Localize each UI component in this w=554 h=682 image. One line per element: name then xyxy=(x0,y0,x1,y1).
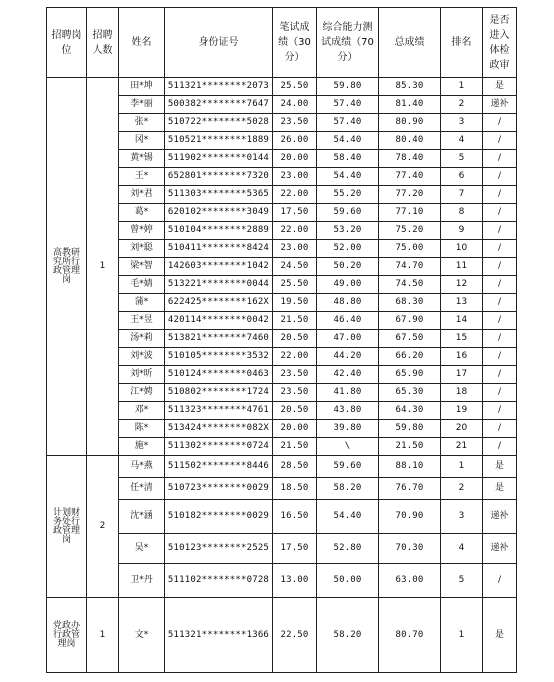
rank-cell: 6 xyxy=(441,168,483,186)
rank-cell: 20 xyxy=(441,420,483,438)
result-cell: / xyxy=(483,168,517,186)
written-score-cell: 28.50 xyxy=(273,456,317,478)
ability-score-cell: 58.20 xyxy=(317,598,379,673)
ability-score-cell: 53.20 xyxy=(317,222,379,240)
ability-score-cell: 44.20 xyxy=(317,348,379,366)
id-cell: 510104********2889 xyxy=(165,222,273,240)
result-cell: / xyxy=(483,294,517,312)
name-cell: 田*坤 xyxy=(119,78,165,96)
name-cell: 曾*婷 xyxy=(119,222,165,240)
id-cell: 511323********4761 xyxy=(165,402,273,420)
result-cell: 递补 xyxy=(483,500,517,534)
result-cell: / xyxy=(483,204,517,222)
header-post: 招聘岗位 xyxy=(47,8,87,78)
result-cell: / xyxy=(483,348,517,366)
result-cell: / xyxy=(483,330,517,348)
id-cell: 511303********5365 xyxy=(165,186,273,204)
rank-cell: 5 xyxy=(441,564,483,598)
id-cell: 511321********1366 xyxy=(165,598,273,673)
header-result: 是否进入体检政审 xyxy=(483,8,517,78)
id-cell: 511302********0724 xyxy=(165,438,273,456)
ability-score-cell: 50.00 xyxy=(317,564,379,598)
rank-cell: 21 xyxy=(441,438,483,456)
name-cell: 冈* xyxy=(119,132,165,150)
ability-score-cell: 52.00 xyxy=(317,240,379,258)
total-score-cell: 80.70 xyxy=(379,598,441,673)
ability-score-cell: 58.20 xyxy=(317,478,379,500)
name-cell: 文* xyxy=(119,598,165,673)
written-score-cell: 13.00 xyxy=(273,564,317,598)
written-score-cell: 22.50 xyxy=(273,598,317,673)
total-score-cell: 78.40 xyxy=(379,150,441,168)
id-cell: 511321********2073 xyxy=(165,78,273,96)
total-score-cell: 67.50 xyxy=(379,330,441,348)
rank-cell: 18 xyxy=(441,384,483,402)
id-cell: 510722********5028 xyxy=(165,114,273,132)
rank-cell: 10 xyxy=(441,240,483,258)
rank-cell: 14 xyxy=(441,312,483,330)
header-ability: 综合能力测试成绩（70分） xyxy=(317,8,379,78)
header-total: 总成绩 xyxy=(379,8,441,78)
id-cell: 511102********0728 xyxy=(165,564,273,598)
header-id: 身份证号 xyxy=(165,8,273,78)
total-score-cell: 75.00 xyxy=(379,240,441,258)
id-cell: 511502********8446 xyxy=(165,456,273,478)
id-cell: 510411********8424 xyxy=(165,240,273,258)
id-cell: 420114********0042 xyxy=(165,312,273,330)
rank-cell: 12 xyxy=(441,276,483,294)
post-cell: 党政办行政管理岗 xyxy=(47,598,87,673)
ability-score-cell: 54.40 xyxy=(317,500,379,534)
id-cell: 622425********162X xyxy=(165,294,273,312)
ability-score-cell: 59.60 xyxy=(317,204,379,222)
header-name: 姓名 xyxy=(119,8,165,78)
ability-score-cell: 47.00 xyxy=(317,330,379,348)
id-cell: 142603********1042 xyxy=(165,258,273,276)
written-score-cell: 23.50 xyxy=(273,366,317,384)
result-cell: / xyxy=(483,312,517,330)
name-cell: 刘*君 xyxy=(119,186,165,204)
written-score-cell: 26.00 xyxy=(273,132,317,150)
result-cell: / xyxy=(483,420,517,438)
rank-cell: 9 xyxy=(441,222,483,240)
ability-score-cell: 57.40 xyxy=(317,96,379,114)
name-cell: 任*清 xyxy=(119,478,165,500)
written-score-cell: 22.00 xyxy=(273,222,317,240)
written-score-cell: 24.50 xyxy=(273,258,317,276)
name-cell: 梁*智 xyxy=(119,258,165,276)
name-cell: 黄*锡 xyxy=(119,150,165,168)
total-score-cell: 63.00 xyxy=(379,564,441,598)
name-cell: 江*娉 xyxy=(119,384,165,402)
count-cell: 1 xyxy=(87,78,119,456)
written-score-cell: 17.50 xyxy=(273,534,317,564)
count-cell: 1 xyxy=(87,598,119,673)
ability-score-cell: 52.80 xyxy=(317,534,379,564)
rank-cell: 2 xyxy=(441,96,483,114)
written-score-cell: 23.00 xyxy=(273,168,317,186)
post-cell: 高教研究所行政管理岗 xyxy=(47,78,87,456)
name-cell: 汤*莉 xyxy=(119,330,165,348)
header-count: 招聘人数 xyxy=(87,8,119,78)
name-cell: 刘*波 xyxy=(119,348,165,366)
id-cell: 511902********0144 xyxy=(165,150,273,168)
table-row xyxy=(47,598,517,673)
ability-score-cell: 54.40 xyxy=(317,168,379,186)
id-cell: 510123********2525 xyxy=(165,534,273,564)
ability-score-cell: 49.00 xyxy=(317,276,379,294)
total-score-cell: 85.30 xyxy=(379,78,441,96)
written-score-cell: 23.50 xyxy=(273,114,317,132)
total-score-cell: 74.50 xyxy=(379,276,441,294)
header-written: 笔试成绩（30分） xyxy=(273,8,317,78)
total-score-cell: 66.20 xyxy=(379,348,441,366)
name-cell: 卫*丹 xyxy=(119,564,165,598)
result-cell: / xyxy=(483,384,517,402)
result-cell: / xyxy=(483,564,517,598)
written-score-cell: 20.50 xyxy=(273,402,317,420)
rank-cell: 15 xyxy=(441,330,483,348)
name-cell: 邓* xyxy=(119,402,165,420)
id-cell: 510124********0463 xyxy=(165,366,273,384)
name-cell: 王* xyxy=(119,168,165,186)
rank-cell: 1 xyxy=(441,598,483,673)
result-cell: 递补 xyxy=(483,534,517,564)
result-cell: / xyxy=(483,438,517,456)
table-row xyxy=(47,78,517,96)
id-cell: 513821********7460 xyxy=(165,330,273,348)
result-cell: 是 xyxy=(483,78,517,96)
result-cell: / xyxy=(483,402,517,420)
rank-cell: 7 xyxy=(441,186,483,204)
result-cell: 是 xyxy=(483,456,517,478)
rank-cell: 3 xyxy=(441,500,483,534)
rank-cell: 3 xyxy=(441,114,483,132)
written-score-cell: 25.50 xyxy=(273,78,317,96)
ability-score-cell: 42.40 xyxy=(317,366,379,384)
total-score-cell: 68.30 xyxy=(379,294,441,312)
name-cell: 刘*昕 xyxy=(119,366,165,384)
total-score-cell: 59.80 xyxy=(379,420,441,438)
rank-cell: 2 xyxy=(441,478,483,500)
name-cell: 刘*聪 xyxy=(119,240,165,258)
written-score-cell: 20.50 xyxy=(273,330,317,348)
id-cell: 513424********082X xyxy=(165,420,273,438)
name-cell: 毛*婧 xyxy=(119,276,165,294)
rank-cell: 19 xyxy=(441,402,483,420)
written-score-cell: 22.00 xyxy=(273,348,317,366)
written-score-cell: 20.00 xyxy=(273,150,317,168)
written-score-cell: 23.00 xyxy=(273,240,317,258)
result-cell: 是 xyxy=(483,478,517,500)
result-cell: / xyxy=(483,132,517,150)
rank-cell: 1 xyxy=(441,456,483,478)
result-cell: / xyxy=(483,150,517,168)
written-score-cell: 21.50 xyxy=(273,438,317,456)
ability-score-cell: 43.80 xyxy=(317,402,379,420)
written-score-cell: 19.50 xyxy=(273,294,317,312)
ability-score-cell: 48.80 xyxy=(317,294,379,312)
name-cell: 张* xyxy=(119,114,165,132)
id-cell: 510802********1724 xyxy=(165,384,273,402)
rank-cell: 11 xyxy=(441,258,483,276)
results-table xyxy=(46,7,517,673)
id-cell: 510105********3532 xyxy=(165,348,273,366)
total-score-cell: 67.90 xyxy=(379,312,441,330)
name-cell: 吴* xyxy=(119,534,165,564)
name-cell: 陈* xyxy=(119,420,165,438)
name-cell: 葛* xyxy=(119,204,165,222)
written-score-cell: 17.50 xyxy=(273,204,317,222)
ability-score-cell: \ xyxy=(317,438,379,456)
name-cell: 李*丽 xyxy=(119,96,165,114)
rank-cell: 1 xyxy=(441,78,483,96)
id-cell: 510723********0029 xyxy=(165,478,273,500)
ability-score-cell: 41.80 xyxy=(317,384,379,402)
result-cell: / xyxy=(483,186,517,204)
id-cell: 652801********7320 xyxy=(165,168,273,186)
total-score-cell: 77.40 xyxy=(379,168,441,186)
name-cell: 施* xyxy=(119,438,165,456)
result-cell: / xyxy=(483,240,517,258)
ability-score-cell: 46.40 xyxy=(317,312,379,330)
rank-cell: 5 xyxy=(441,150,483,168)
total-score-cell: 77.10 xyxy=(379,204,441,222)
result-cell: / xyxy=(483,114,517,132)
id-cell: 620102********3049 xyxy=(165,204,273,222)
rank-cell: 13 xyxy=(441,294,483,312)
header-rank: 排名 xyxy=(441,8,483,78)
rank-cell: 17 xyxy=(441,366,483,384)
rank-cell: 8 xyxy=(441,204,483,222)
result-cell: / xyxy=(483,222,517,240)
written-score-cell: 16.50 xyxy=(273,500,317,534)
total-score-cell: 77.20 xyxy=(379,186,441,204)
total-score-cell: 70.90 xyxy=(379,500,441,534)
total-score-cell: 65.90 xyxy=(379,366,441,384)
total-score-cell: 21.50 xyxy=(379,438,441,456)
result-cell: 递补 xyxy=(483,96,517,114)
written-score-cell: 18.50 xyxy=(273,478,317,500)
total-score-cell: 81.40 xyxy=(379,96,441,114)
total-score-cell: 74.70 xyxy=(379,258,441,276)
ability-score-cell: 54.40 xyxy=(317,132,379,150)
total-score-cell: 80.90 xyxy=(379,114,441,132)
written-score-cell: 22.00 xyxy=(273,186,317,204)
rank-cell: 16 xyxy=(441,348,483,366)
table-body xyxy=(47,78,517,673)
ability-score-cell: 59.80 xyxy=(317,78,379,96)
id-cell: 510182********0029 xyxy=(165,500,273,534)
id-cell: 510521********1889 xyxy=(165,132,273,150)
written-score-cell: 21.50 xyxy=(273,312,317,330)
total-score-cell: 75.20 xyxy=(379,222,441,240)
name-cell: 王*昱 xyxy=(119,312,165,330)
ability-score-cell: 57.40 xyxy=(317,114,379,132)
written-score-cell: 24.00 xyxy=(273,96,317,114)
result-cell: / xyxy=(483,366,517,384)
total-score-cell: 88.10 xyxy=(379,456,441,478)
ability-score-cell: 58.40 xyxy=(317,150,379,168)
rank-cell: 4 xyxy=(441,534,483,564)
total-score-cell: 80.40 xyxy=(379,132,441,150)
written-score-cell: 23.50 xyxy=(273,384,317,402)
ability-score-cell: 55.20 xyxy=(317,186,379,204)
count-cell: 2 xyxy=(87,456,119,598)
written-score-cell: 20.00 xyxy=(273,420,317,438)
total-score-cell: 64.30 xyxy=(379,402,441,420)
result-cell: / xyxy=(483,258,517,276)
name-cell: 沈*涵 xyxy=(119,500,165,534)
total-score-cell: 70.30 xyxy=(379,534,441,564)
header-row xyxy=(47,8,517,78)
result-cell: / xyxy=(483,276,517,294)
ability-score-cell: 50.20 xyxy=(317,258,379,276)
name-cell: 马*燕 xyxy=(119,456,165,478)
rank-cell: 4 xyxy=(441,132,483,150)
id-cell: 513221********0044 xyxy=(165,276,273,294)
written-score-cell: 25.50 xyxy=(273,276,317,294)
name-cell: 蒲* xyxy=(119,294,165,312)
ability-score-cell: 59.60 xyxy=(317,456,379,478)
ability-score-cell: 39.80 xyxy=(317,420,379,438)
id-cell: 500382********7647 xyxy=(165,96,273,114)
post-cell: 计划财务处行政管理岗 xyxy=(47,456,87,598)
table-row xyxy=(47,456,517,478)
total-score-cell: 76.70 xyxy=(379,478,441,500)
total-score-cell: 65.30 xyxy=(379,384,441,402)
result-cell: 是 xyxy=(483,598,517,673)
